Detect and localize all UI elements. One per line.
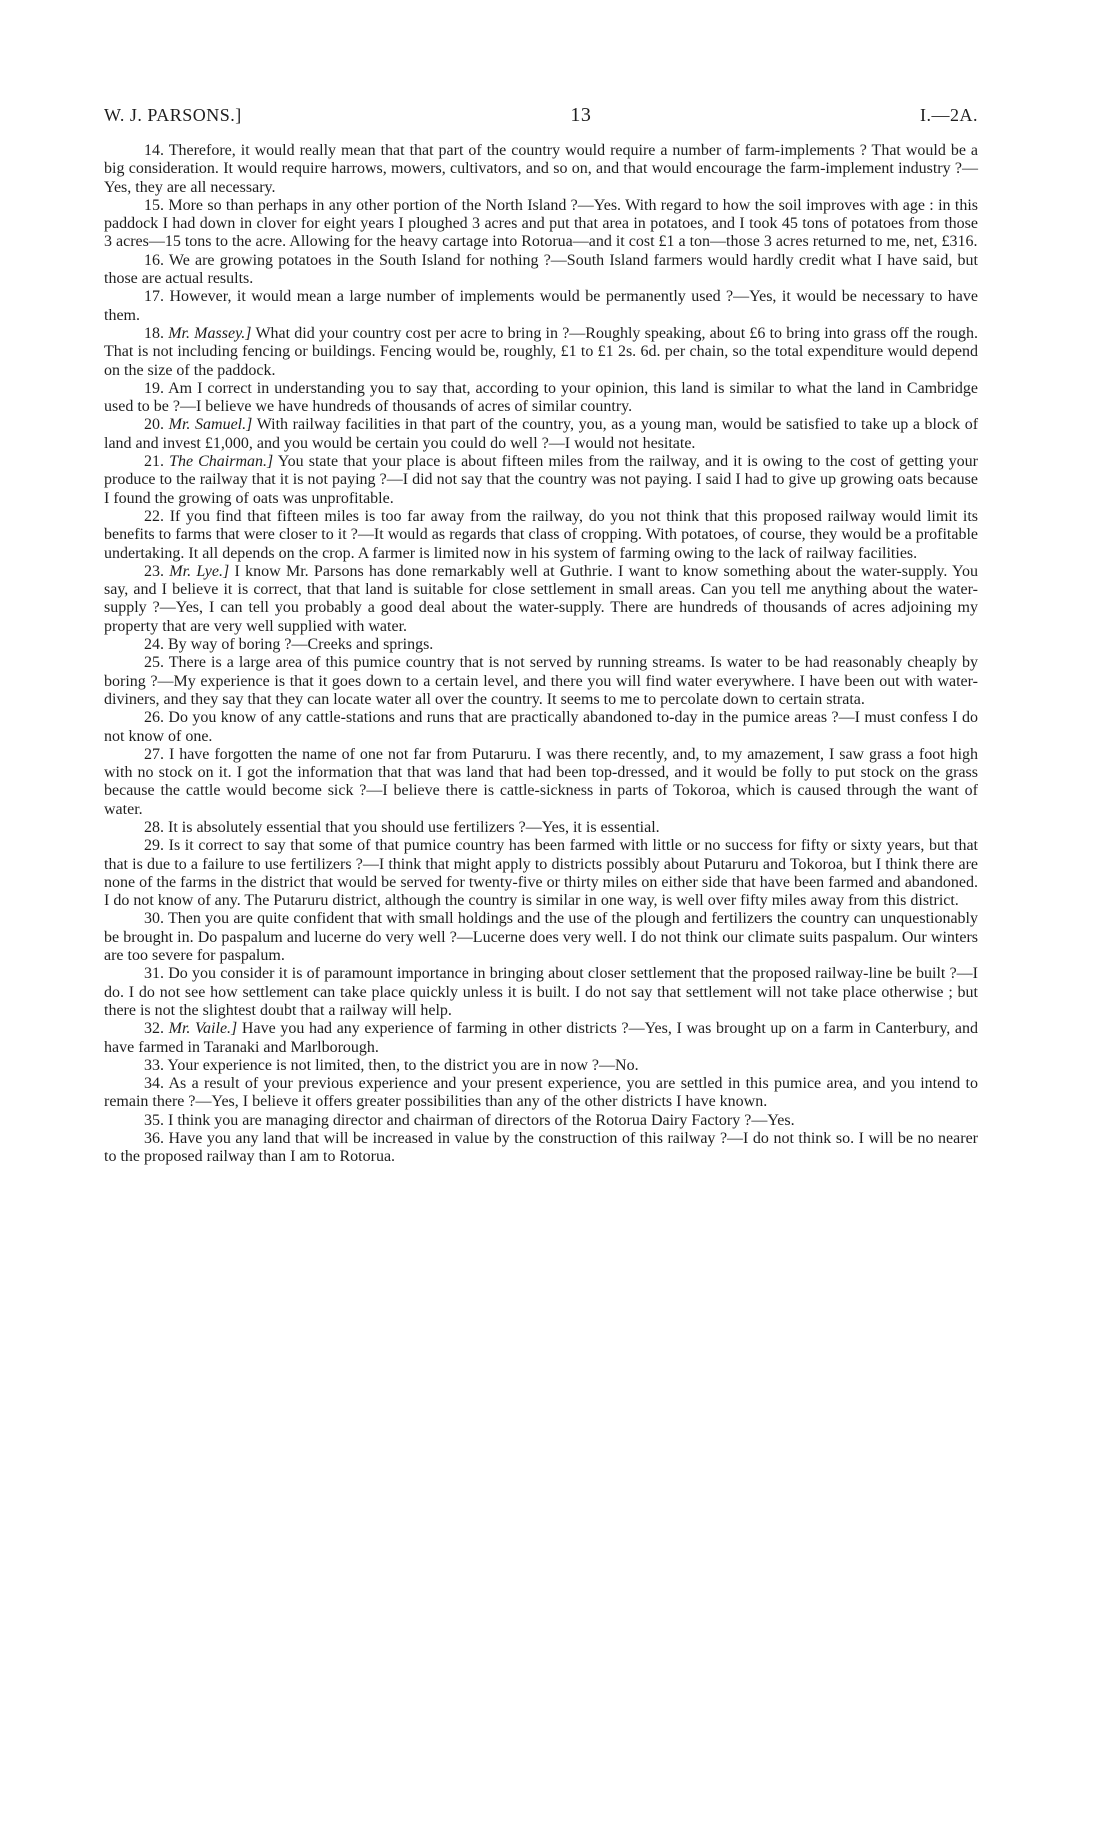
question-number: 14. (144, 142, 164, 159)
page-header (104, 104, 978, 138)
question-answer-text: Then you are quite confident that with small holdings and the use of the plough and fertilizers the country can unquestionably be brought in. Do paspalum and lucerne do very well ?—Lucerne does very well. I do not think our climate suits paspalum. Our winters are too severe for paspalum. (104, 910, 979, 965)
question-answer-text: I have forgotten the name of one not far from Putaruru. I was there recently, and, to my amazement, I saw grass a foot high with no stock on it. I got the information that that was land that had been top-dressed, and it would be folly to put stock on the grass because the cattle would become sick ?—I believe there is cattle-sickness in parts of Tokoroa, which is caused through the want of water. (104, 745, 979, 818)
question-answer-text: Have you had any experience of farming in other districts ?—Yes, I was brought up on a farm in Canterbury, and have farmed in Taranaki and Marlborough. (104, 1020, 979, 1056)
question-answer-text: Your experience is not limited, then, to the district you are in now ?—No. (167, 1056, 639, 1074)
question-number: 19. (144, 379, 164, 397)
question-answer-text: By way of boring ?—Creeks and springs. (168, 636, 434, 654)
question-paragraph (104, 1057, 978, 1075)
question-paragraph (104, 1112, 978, 1130)
question-paragraph (104, 819, 978, 837)
question-number: 20. (144, 416, 164, 434)
question-answer-text: Therefore, it would really mean that that part of the country would require a number of farm-implements ? That would be a big consideration. It would require harrows, mowers, cultivators, and so on, and that would encourage the farm-implement industry ?—Yes, they are all necessary. (104, 142, 979, 196)
question-answer-text: You state that your place is about fifteen miles from the railway, and it is owing to the cost of getting your produce to the railway that it is not paying ?—I did not say that the country was not paying. I said I had to give up growing oats because I found the growing of oats was unprofitable. (104, 453, 979, 507)
question-paragraph (104, 563, 978, 636)
question-paragraph (104, 1130, 978, 1167)
question-number: 33. (144, 1056, 164, 1074)
question-answer-text: I think you are managing director and chairman of directors of the Rotorua Dairy Factory ?—Yes. (168, 1111, 795, 1129)
question-answer-text: However, it would mean a large number of implements would be permanently used ?—Yes, it would be necessary to have them. (104, 288, 979, 324)
question-paragraph (104, 453, 978, 508)
question-answer-text: There is a large area of this pumice country that is not served by running streams. Is water to be had reasonably cheaply by boring ?—My experience is that it goes down to a certain level, and there you will find water everywhere. I have been out with water-diviners, and they say that they can locate water all over the country. It seems to me to percolate down to certain strata. (104, 654, 978, 708)
question-answer-text: Do you know of any cattle-stations and runs that are practically abandoned to-day in the pumice areas ?—I must confess I do not know of one. (104, 709, 979, 745)
question-answer-text: We are growing potatoes in the South Island for nothing ?—South Island farmers would hardly credit what I have said, but those are actual results. (104, 251, 978, 288)
question-number: 35. (144, 1111, 164, 1129)
question-number: 15. (144, 196, 164, 214)
question-answer-text: It is absolutely essential that you should use fertilizers ?—Yes, it is essential. (168, 818, 660, 836)
question-paragraph (104, 380, 978, 417)
question-paragraph (104, 508, 978, 563)
question-answer-text: More so than perhaps in any other portion of the North Island ?—Yes. With regard to how the soil improves with age : in this paddock I had down in clover for eight years I ploughed 3 acres and put that area in potatoes, and I took 45 tons of potatoes from those 3 acres—15 tons to the acre. Allowing for the heavy cartage into Rotorua—and it cost £1 a ton—those 3 acres returned to me, net, £316. (104, 196, 979, 251)
question-paragraph (104, 709, 978, 746)
page-number: 13 (570, 104, 592, 126)
question-number: 31. (144, 965, 164, 983)
question-number: 16. (144, 251, 164, 269)
question-answer-text: Do you consider it is of paramount importance in bringing about closer settlement that the proposed railway-line be built ?—I do. I do not see how settlement can take place quickly unless it is built. I do not say that settlement will not take place otherwise ; but there is not the slightest doubt that a railway will help. (104, 965, 979, 1019)
question-number: 27. (144, 745, 164, 763)
question-number: 26. (144, 709, 164, 727)
question-number: 25. (144, 654, 164, 672)
question-answer-text: Is it correct to say that some of that pumice country has been farmed with little or no success for fifty or sixty years, but that that is due to a failure to use fertilizers ?—I think that might apply to districts possibly about Putaruru and Tokoroa, but I think there are none of the farms in the district that would be served for twenty-five or thirty miles on either side that have been farmed and abandoned. I do not know of any. The Putaruru district, although the country is similar in one way, is well over fifty miles away from this district. (104, 837, 979, 910)
question-answer-text: As a result of your previous experience and your present experience, you are settled in this pumice area, and you intend to remain there ?—Yes, I believe it offers greater possibilities than any of the other districts I have known. (104, 1075, 978, 1111)
document-page (104, 104, 978, 1167)
question-paragraph (104, 965, 978, 1020)
question-paragraph (104, 654, 978, 709)
speaker-name: The Chairman.] (169, 453, 274, 471)
question-number: 22. (144, 507, 164, 525)
question-paragraph (104, 746, 978, 819)
speaker-name: Mr. Lye.] (169, 562, 230, 580)
question-number: 36. (144, 1130, 164, 1148)
question-paragraph (104, 1020, 978, 1057)
question-paragraph (104, 416, 978, 453)
question-number: 32. (144, 1020, 164, 1038)
question-paragraph (104, 636, 978, 654)
witness-name: W. J. PARSONS.] (104, 105, 242, 125)
question-paragraph (104, 837, 978, 910)
question-paragraph (104, 252, 978, 289)
question-answer-text: Am I correct in understanding you to say that, according to your opinion, this land is similar to what the land in Cambridge used to be ?—I believe we have hundreds of thousands of acres of similar country. (104, 379, 978, 416)
speaker-name: Mr. Vaile.] (168, 1020, 238, 1038)
body-text (104, 142, 978, 1167)
question-number: 34. (144, 1075, 164, 1093)
question-answer-text: With railway facilities in that part of the country, you, as a young man, would be satisfied to take up a block of land and invest £1,000, and you would be certain you could do well ?—I would not hesitate. (104, 416, 979, 452)
question-number: 30. (144, 910, 164, 928)
question-paragraph (104, 142, 978, 197)
question-number: 29. (144, 837, 164, 855)
speaker-name: Mr. Massey.] (168, 324, 252, 342)
question-number: 21. (144, 453, 164, 471)
document-reference: I.—2A. (920, 105, 978, 125)
question-paragraph (104, 197, 978, 252)
question-number: 18. (144, 324, 164, 342)
question-paragraph (104, 1075, 978, 1112)
speaker-name: Mr. Samuel.] (168, 416, 253, 434)
question-number: 17. (144, 288, 164, 306)
question-paragraph (104, 325, 978, 380)
question-answer-text: Have you any land that will be increased in value by the construction of this railway ?—I do not think so. I will be no nearer to the proposed railway than I am to Rotorua. (104, 1130, 978, 1166)
question-answer-text: What did your country cost per acre to bring in ?—Roughly speaking, about £6 to bring into grass off the rough. That is not including fencing or buildings. Fencing would be, roughly, £1 to £1 2s. 6d. per chain, so the total expenditure would depend on the size of the paddock. (104, 324, 979, 379)
question-number: 24. (144, 636, 164, 654)
question-paragraph (104, 288, 978, 325)
question-number: 23. (144, 562, 164, 580)
question-answer-text: If you find that fifteen miles is too far away from the railway, do you not think that this proposed railway would limit its benefits to farms that were closer to it ?—It would as regards that class of cropping. With potatoes, of course, they would be a profitable undertaking. It all depends on the crop. A farmer is limited now in his system of farming owing to the lack of railway facilities. (104, 507, 979, 562)
question-number: 28. (144, 818, 164, 836)
question-answer-text: I know Mr. Parsons has done remarkably well at Guthrie. I want to know something about the water-supply. You say, and I believe it is correct, that that land is suitable for close settlement in small areas. Can you tell me anything about the water-supply ?—Yes, I can tell you probably a good deal about the water-supply. There are hundreds of thousands of acres adjoining my property that are very well supplied with water. (104, 562, 979, 635)
question-paragraph (104, 910, 978, 965)
